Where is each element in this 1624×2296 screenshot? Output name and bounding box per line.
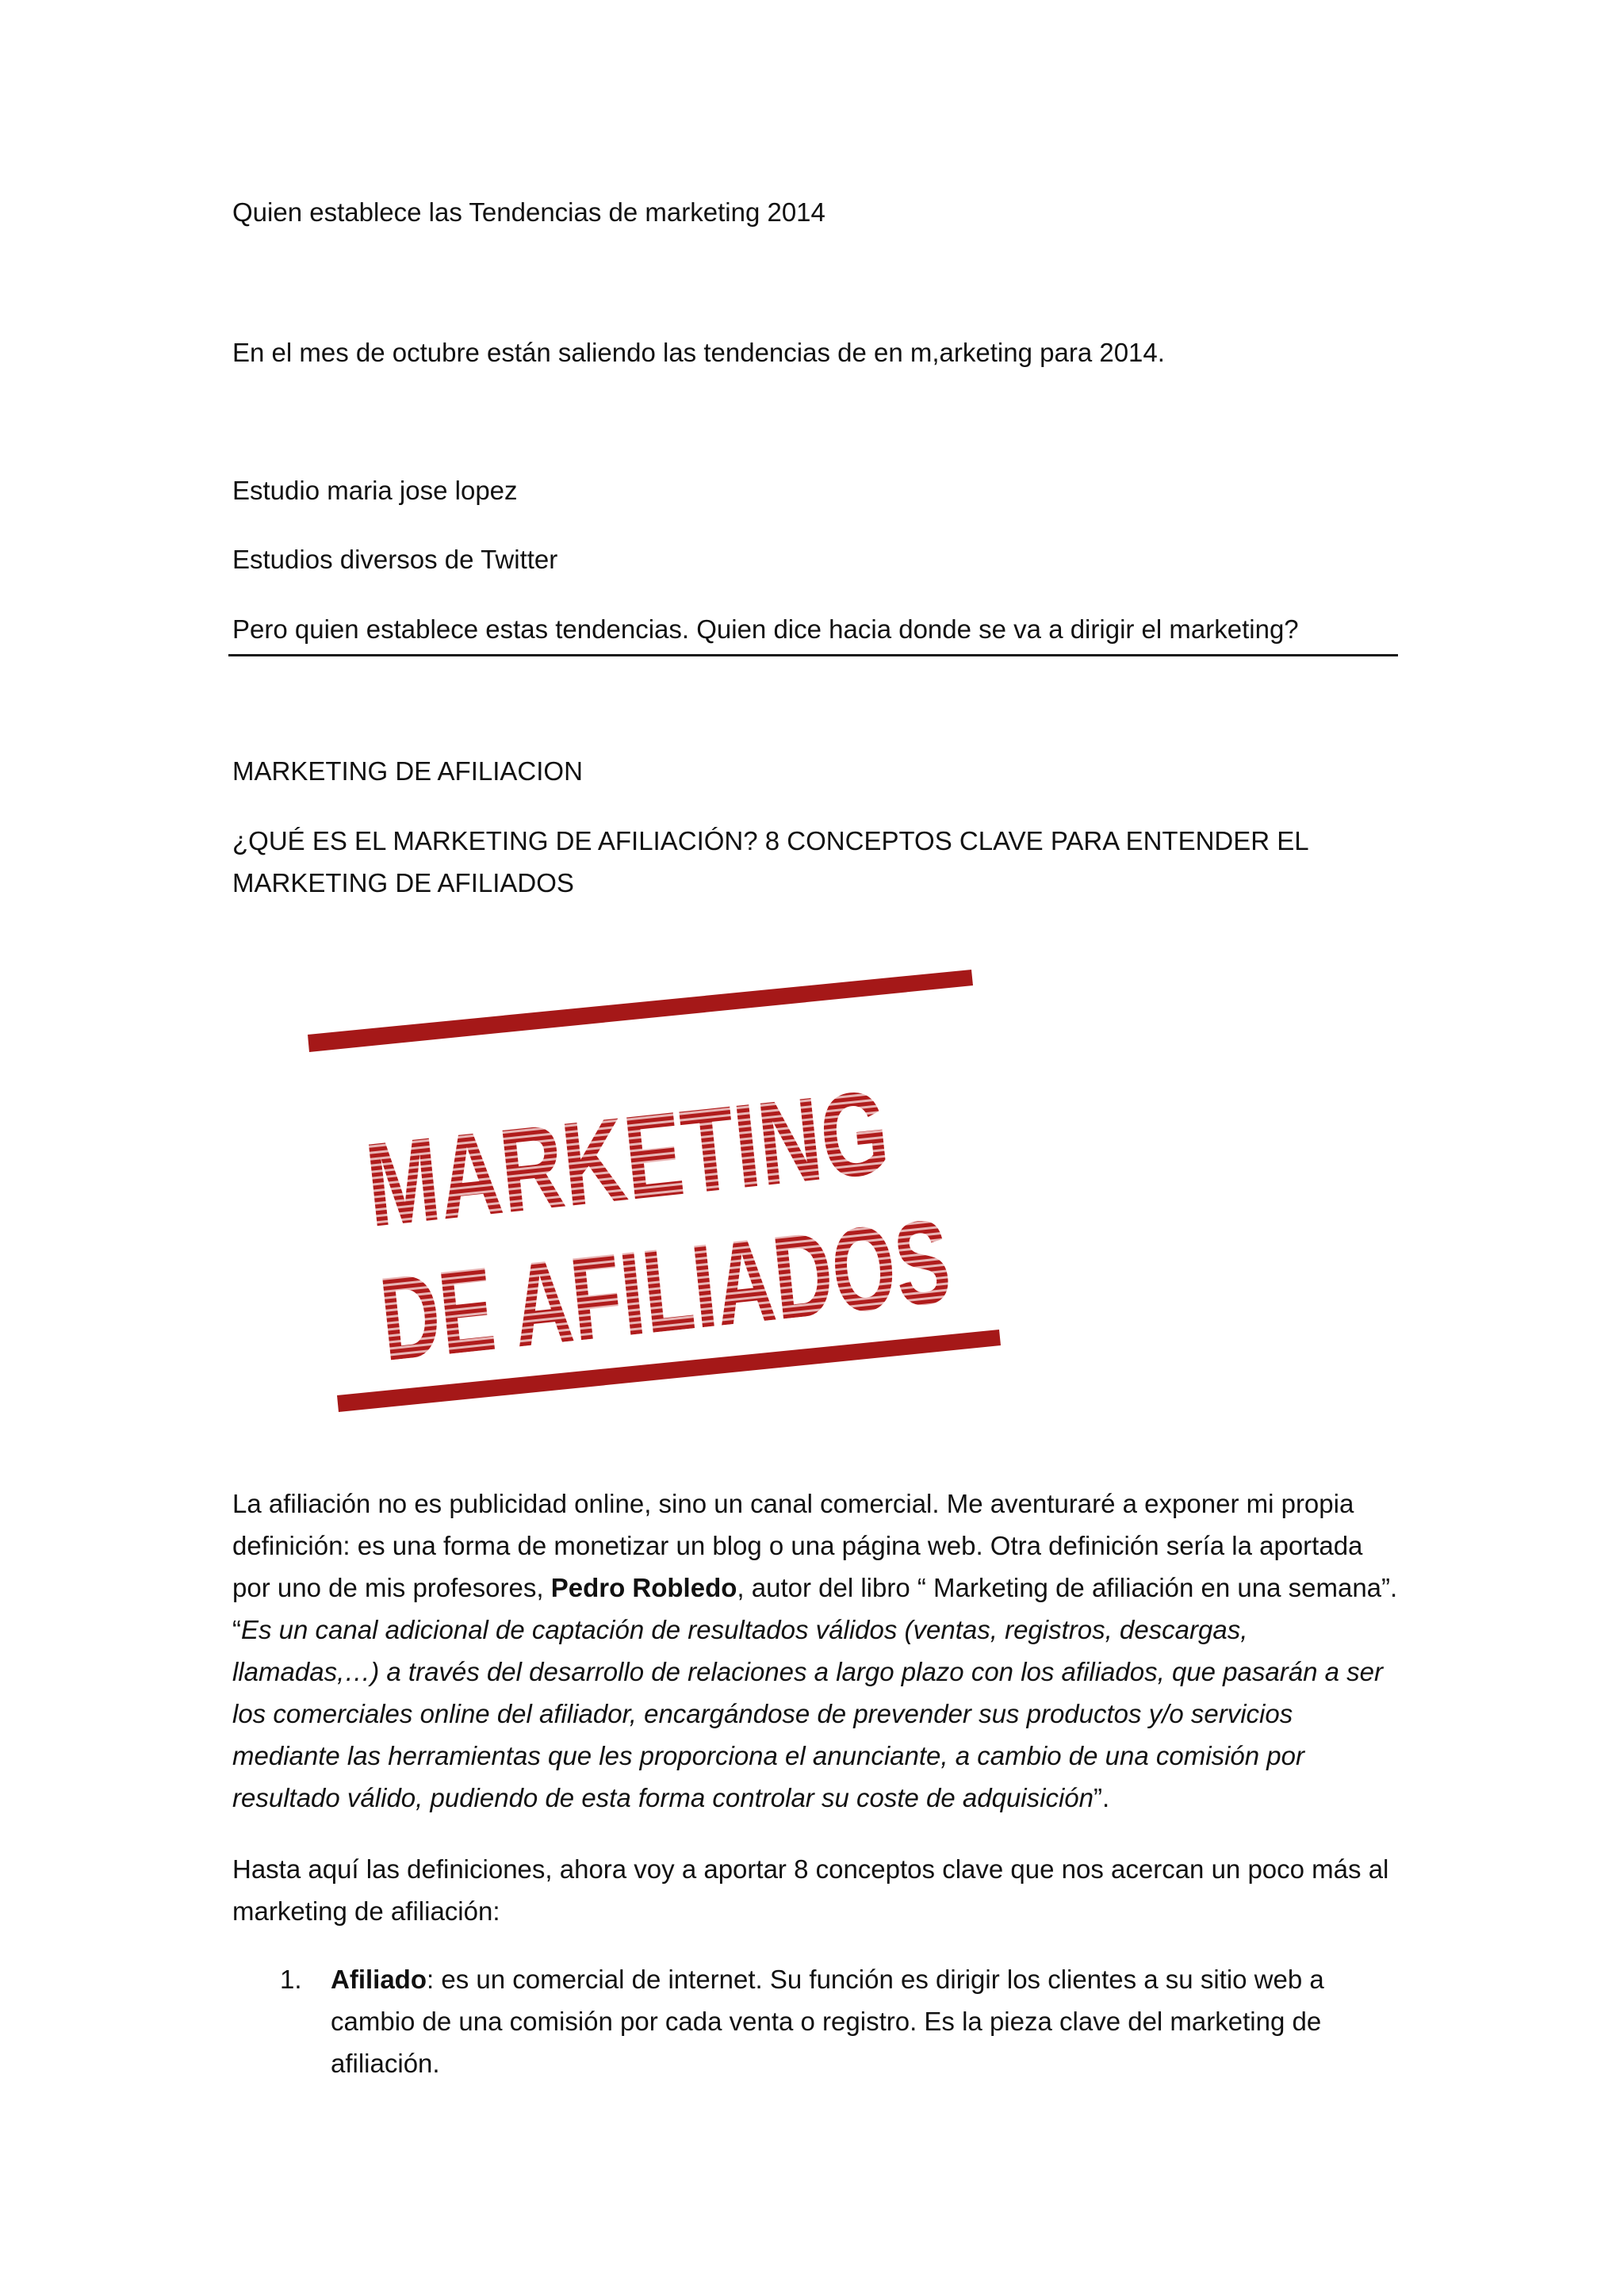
section-subheading: ¿QUÉ ES EL MARKETING DE AFILIACIÓN? 8 CONCEPTOS CLAVE PARA ENTENDER EL MARKETING DE AFILIADOS xyxy=(232,826,1308,897)
question-line: Pero quien establece estas tendencias. Quien dice hacia donde se va a dirigir el marketing? xyxy=(232,614,1299,644)
logo-line-1: MARKETING xyxy=(360,1043,1007,1252)
list-item-text xyxy=(331,1958,1398,2084)
horizontal-rule xyxy=(228,654,1398,656)
list-item-description: : es un comercial de internet. Su función es dirigir los clientes a su sitio web a cambio de una comisión por cada venta o registro. Es la pieza clave del marketing de afiliación. xyxy=(331,1965,1324,2078)
definition-part-1: La afiliación no es publicidad online, sino un canal comercial. Me aventuraré a exponer mi propia definición: es una forma de monetizar un blog o una página web. Otra definición sería la aportada por uno de mis profesores, xyxy=(232,1489,1363,1602)
list-item-term: Afiliado xyxy=(331,1965,427,1994)
title-line: Quien establece las Tendencias de marketing 2014 xyxy=(232,197,825,227)
source-line-2: Estudios diversos de Twitter xyxy=(232,545,558,574)
source-line-1: Estudio maria jose lopez xyxy=(232,476,518,505)
logo-top-bar xyxy=(308,970,973,1052)
intro-paragraph: En el mes de octubre están saliendo las tendencias de en m,arketing para 2014. xyxy=(232,338,1165,367)
author-name: Pedro Robledo xyxy=(550,1573,737,1602)
definition-quote: Es un canal adicional de captación de resultados válidos (ventas, registros, descargas, llamadas,…) a través del desarrollo de relaciones a largo plazo con los afiliados, que pasarán a ser los comerciales online del afiliador, encargándose de prevender sus productos y/o servicios mediante las herramientas que les proporciona el anunciante, a cambio de una comisión por resultado válido, pudiendo de esta forma controlar su coste de adquisición xyxy=(232,1615,1383,1812)
list-item-number: 1. xyxy=(280,1965,302,1994)
marketing-afiliados-logo xyxy=(293,947,1007,1423)
logo-line-2: DE AFILIADOS xyxy=(374,1165,1007,1386)
transition-paragraph: Hasta aquí las definiciones, ahora voy a aportar 8 conceptos clave que nos acercan un poco más al marketing de afiliación: xyxy=(232,1854,1389,1926)
definition-part-3: ”. xyxy=(1094,1783,1110,1812)
definition-paragraph xyxy=(232,1483,1398,1819)
definition-part-2: , autor del libro “ Marketing de afiliación en una semana”. “ xyxy=(232,1573,1398,1644)
section-heading: MARKETING DE AFILIACION xyxy=(232,756,583,786)
